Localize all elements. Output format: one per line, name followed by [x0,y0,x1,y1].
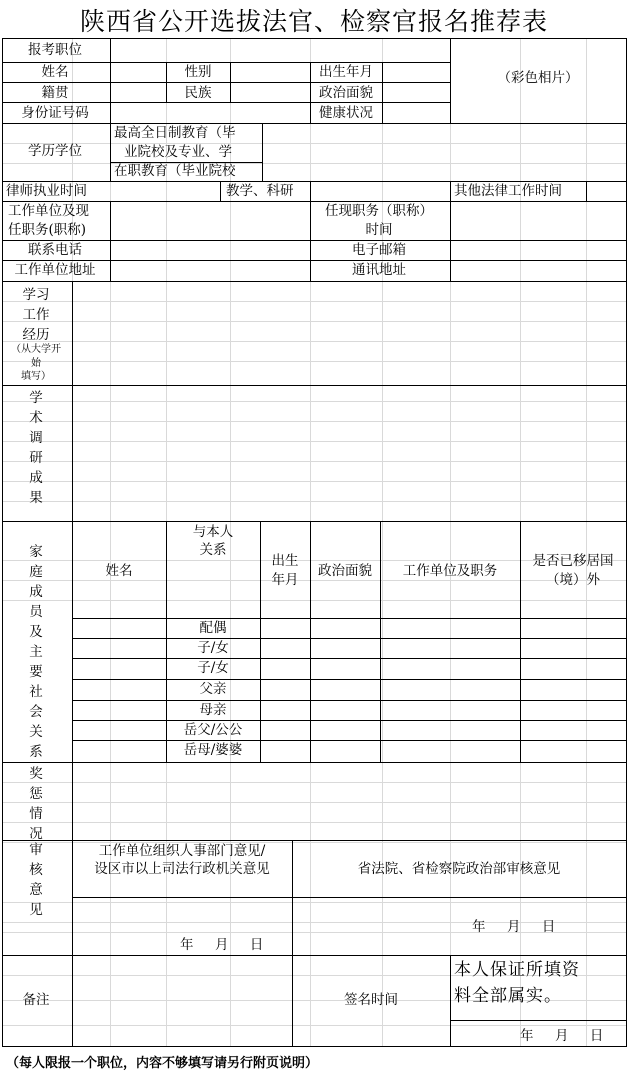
gridline [2,802,627,803]
border-line-v [110,201,111,282]
border-line-h [2,840,627,841]
family-col-birth-2: 年月 [271,572,299,588]
border-line-h [2,762,627,763]
border-line-h [72,658,627,659]
label-work-unit-2: 任职务(职称) [8,222,87,238]
study-work-label [0,283,72,384]
label-fulltime-edu-2: 业院校及专业、学 [124,144,232,160]
border-line-v [72,281,73,1047]
footnote: （每人限报一个职位，内容不够填写请另行附页说明） [6,1056,319,1071]
review-label-char: 核 [29,862,43,878]
label-teaching-years: 教学、科研 [226,183,294,199]
family-label-char: 社 [29,684,43,700]
gridline [2,782,627,783]
label-work-unit-1: 工作单位及现 [8,203,89,219]
sign-time-label: 签名时间 [344,992,398,1008]
review-left-opinion-2: 设区市以上司法行政机关意见 [94,861,270,877]
gridline [382,38,383,1046]
border-line-h [2,1046,627,1047]
border-line-v [230,62,231,103]
gridline [2,401,627,402]
form-title: 陕西省公开选拔法官、检察官报名推荐表 [79,7,548,36]
border-line-v [450,201,451,282]
study-label-line: 学习 [22,287,50,303]
remarks-date: 年 月 日 [520,1028,604,1044]
pledge-line-1: 本人保证所填资 [454,960,580,980]
border-line-h [2,201,627,202]
research-label-char: 术 [29,410,43,426]
gridline [2,600,627,601]
border-line-v [450,181,451,202]
label-phone: 联系电话 [28,242,82,258]
label-education: 学历学位 [28,143,82,159]
border-line-v [110,38,111,124]
review-right-opinion: 省法院、省检察院政治部审核意见 [357,861,561,877]
awards-label-char: 况 [29,826,43,842]
research-label [0,388,72,508]
gridline [2,1025,627,1026]
family-col-relation-1: 与本人 [192,524,234,540]
family-relation-child: 子/女 [197,640,229,656]
border-line-v [586,181,587,202]
study-note-line: 填写） [21,371,51,382]
label-current-post-1: 任现职务（职称） [325,203,433,219]
family-label-char: 员 [29,604,43,620]
border-line-h [2,385,627,386]
border-line-h [2,521,627,522]
border-line-h [72,618,627,619]
gridline [2,301,627,302]
research-label-char: 成 [29,470,43,486]
label-birth: 出生年月 [319,64,373,80]
border-line-v [310,181,311,202]
border-line-v [310,521,311,763]
research-label-char: 果 [29,490,43,506]
gridline [2,163,627,164]
label-inservice-edu: 在职教育（毕业院校 [114,163,236,179]
label-lawyer-years: 律师执业时间 [6,183,87,199]
label-hometown: 籍贯 [41,85,69,101]
border-line-v [626,38,627,1047]
gridline [2,501,627,502]
label-gender: 性别 [184,64,212,80]
border-line-h [2,260,627,261]
review-label [0,840,72,920]
study-note-line: 始 [31,357,41,369]
awards-label [0,764,72,844]
review-label-char: 意 [29,882,43,898]
border-line-v [292,840,293,956]
family-relation-father-in-law: 岳父/公公 [183,722,243,738]
family-label-char: 会 [29,704,43,720]
gridline [2,321,627,322]
border-line-h [72,679,627,680]
border-line-h [450,1020,627,1021]
awards-label-char: 情 [29,806,43,822]
border-line-v [382,62,383,124]
family-label-char: 主 [29,644,43,660]
gridline [2,902,627,903]
review-date-right: 年 月 日 [472,919,556,935]
family-label-char: 及 [29,624,43,640]
label-id-number: 身份证号码 [21,105,89,121]
research-label-char: 研 [29,450,43,466]
gridline [2,361,627,362]
label-health: 健康状况 [319,105,373,121]
label-ethnicity: 民族 [184,85,212,101]
gridline [2,461,627,462]
research-label-char: 调 [29,430,43,446]
review-date-left: 年 月 日 [180,937,264,953]
gridline [2,822,627,823]
label-political: 政治面貌 [319,85,373,101]
review-label-char: 见 [29,902,43,918]
label-name: 姓名 [41,64,69,80]
study-note-line: （从大学开 [11,344,61,355]
family-col-emigrated-2: （境）外 [546,572,600,588]
awards-label-char: 奖 [29,766,43,782]
border-line-h [2,82,451,83]
border-line-h [2,281,627,282]
border-line-h [72,700,627,701]
border-line-h [2,123,627,124]
border-line-h [292,897,627,898]
label-other-legal-years: 其他法律工作时间 [454,183,562,199]
label-work-address: 工作单位地址 [14,262,96,278]
family-relation-spouse: 配偶 [199,620,227,636]
family-col-relation-2: 关系 [199,542,227,558]
research-label-char: 学 [29,390,43,406]
family-col-emigrated-1: 是否已移居国 [532,553,614,569]
label-current-post-2: 时间 [365,222,393,238]
family-col-political: 政治面貌 [318,563,372,579]
family-label-char: 庭 [29,564,43,580]
review-label-char: 审 [29,842,43,858]
awards-label-char: 惩 [29,786,43,802]
family-label-char: 家 [29,544,43,560]
label-position: 报考职位 [28,42,82,58]
border-line-v [380,521,381,763]
border-line-h [2,240,627,241]
border-line-h [2,102,451,103]
family-relation-mother: 母亲 [199,702,227,718]
family-col-name: 姓名 [105,563,133,579]
family-label-char: 成 [29,584,43,600]
label-fulltime-edu-1: 最高全日制教育（毕 [114,125,236,141]
border-line-v [450,955,451,1047]
family-relation-child: 子/女 [197,660,229,676]
study-label-line: 工作 [22,307,50,323]
photo-placeholder: （彩色相片） [497,70,579,86]
gridline [2,441,627,442]
border-line-h [2,955,627,956]
pledge-line-2: 料全部属实。 [454,986,562,1006]
gridline [2,341,627,342]
study-label-line: 经历 [22,327,50,343]
border-line-v [262,123,263,182]
gridline [2,481,627,482]
family-label [0,542,72,762]
border-line-h [72,740,627,741]
label-mail-address: 通讯地址 [352,262,406,278]
border-line-v [110,123,111,182]
label-email: 电子邮箱 [352,242,406,258]
border-line-h [72,720,627,721]
gridline [2,421,627,422]
family-label-char: 关 [29,724,43,740]
review-left-opinion-1: 工作单位组织人事部门意见/ [98,843,266,859]
gridline [110,38,111,1046]
border-line-h [72,638,627,639]
family-col-work: 工作单位及职务 [402,563,498,579]
border-line-h [72,897,293,898]
border-line-h [2,38,627,39]
border-line-h [2,181,627,182]
family-col-birth-1: 出生 [271,553,299,569]
family-label-char: 系 [29,744,43,760]
remarks-label: 备注 [22,992,50,1008]
family-label-char: 要 [29,664,43,680]
family-relation-father: 父亲 [199,681,227,697]
family-relation-mother-in-law: 岳母/婆婆 [183,742,243,758]
border-line-h [2,62,451,63]
border-line-v [220,181,221,202]
